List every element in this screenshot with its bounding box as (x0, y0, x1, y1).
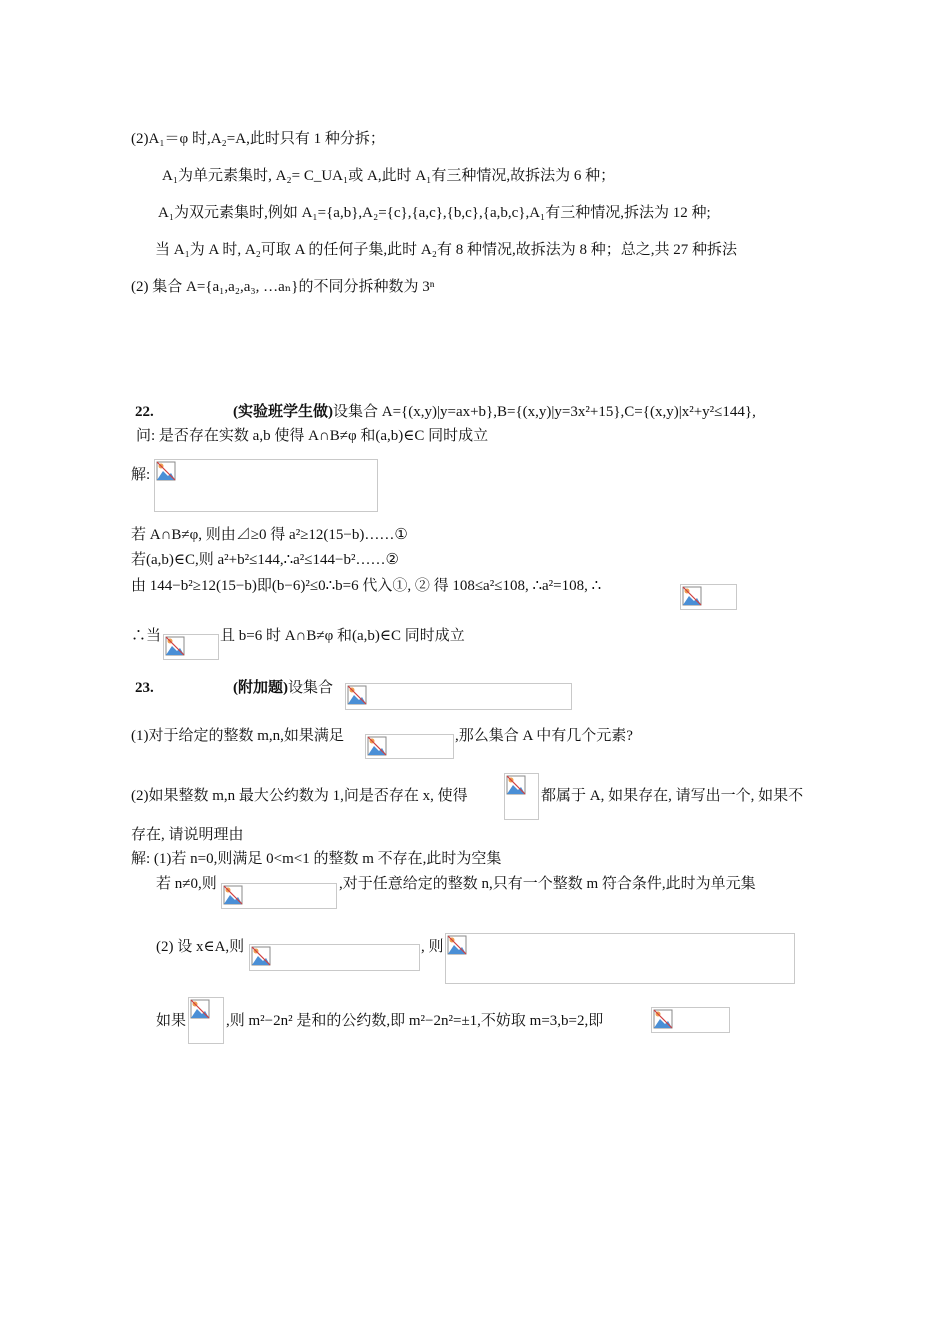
broken-image-icon (447, 935, 467, 955)
missing-image (504, 773, 539, 820)
text-line: A₁为单元素集时, A₂= C_UA₁或 A,此时 A₁有三种情况,故拆法为 6 种； (162, 168, 616, 184)
question-text: (2)如果整数 m,n 最大公约数为 1,问是否存在 x, 使得 (131, 788, 468, 804)
broken-image-icon (682, 586, 702, 606)
problem-stem (233, 678, 333, 698)
missing-image (445, 933, 795, 984)
solution-line: 若(a,b)∈C,则 a²+b²≤144,∴a²≤144−b²……② (131, 552, 399, 568)
broken-image-icon (190, 999, 210, 1019)
missing-image (345, 683, 572, 710)
problem-tag: (附加题) (233, 680, 288, 696)
question-text: (1)对于给定的整数 m,n,如果满足 (131, 728, 344, 744)
solution-line: 若 n≠0,则 (156, 876, 217, 892)
broken-image-icon (347, 685, 367, 705)
text-line: A₁为双元素集时,例如 A₁={a,b},A₂={c},{a,c},{b,c},{a,b,c},A₁有三种情况,拆法为 12 种; (158, 205, 711, 221)
solution-label: 解: (131, 467, 151, 483)
problem-stem (233, 402, 756, 422)
stem-text: 设集合 (288, 680, 334, 696)
broken-image-icon (165, 636, 185, 656)
text-line: (2) 集合 A={a₁,a₂,a₃, …aₙ}的不同分拆种数为 3ⁿ (131, 279, 435, 295)
solution-line: ∴当 (131, 628, 162, 644)
missing-image (249, 944, 420, 971)
text-line: 当 A₁为 A 时, A₂可取 A 的任何子集,此时 A₂有 8 种情况,故拆法为 8 种；总之,共 27 种拆法 (155, 242, 737, 258)
broken-image-icon (223, 885, 243, 905)
missing-image (651, 1007, 730, 1033)
solution-line: 且 b=6 时 A∩B≠φ 和(a,b)∈C 同时成立 (220, 628, 465, 644)
solution-line: (2) 设 x∈A,则 (156, 939, 245, 955)
question-text: ,那么集合 A 中有几个元素? (455, 728, 633, 744)
stem-text: 设集合 A={(x,y)|y=ax+b},B={(x,y)|y=3x²+15},C={(x,y)|x²+y²≤144}, (333, 404, 756, 420)
missing-image (188, 997, 224, 1044)
broken-image-icon (251, 946, 271, 966)
solution-line: 若 A∩B≠φ, 则由⊿≥0 得 a²≥12(15−b)……① (131, 527, 408, 543)
missing-image (221, 883, 337, 909)
missing-image (154, 459, 378, 512)
question-text: 存在, 请说明理由 (131, 827, 244, 843)
question-text: 都属于 A, 如果存在, 请写出一个, 如果不 (541, 788, 804, 804)
broken-image-icon (653, 1009, 673, 1029)
broken-image-icon (156, 461, 176, 481)
problem-number: 22. (135, 404, 154, 420)
missing-image (680, 584, 737, 610)
solution-line: , 则 (421, 939, 444, 955)
problem-tag: (实验班学生做) (233, 404, 333, 420)
solution-line: ,则 m²−2n² 是和的公约数,即 m²−2n²=±1,不妨取 m=3,b=2,即 (226, 1013, 604, 1029)
solution-line: 解: (1)若 n=0,则满足 0<m<1 的整数 m 不存在,此时为空集 (131, 851, 502, 867)
solution-line: ,对于任意给定的整数 n,只有一个整数 m 符合条件,此时为单元集 (339, 876, 756, 892)
solution-line: 由 144−b²≥12(15−b)即(b−6)²≤0∴b=6 代入①, ② 得 108≤a²≤108, ∴a²=108, ∴ (131, 578, 602, 594)
problem-stem-2: 问: 是否存在实数 a,b 使得 A∩B≠φ 和(a,b)∈C 同时成立 (136, 428, 489, 444)
text-line: (2)A₁＝φ 时,A₂=A,此时只有 1 种分拆； (131, 131, 385, 147)
missing-image (365, 734, 454, 759)
broken-image-icon (367, 736, 387, 756)
solution-line: 如果 (156, 1013, 187, 1029)
problem-number: 23. (135, 680, 154, 696)
missing-image (163, 634, 219, 660)
broken-image-icon (506, 775, 526, 795)
